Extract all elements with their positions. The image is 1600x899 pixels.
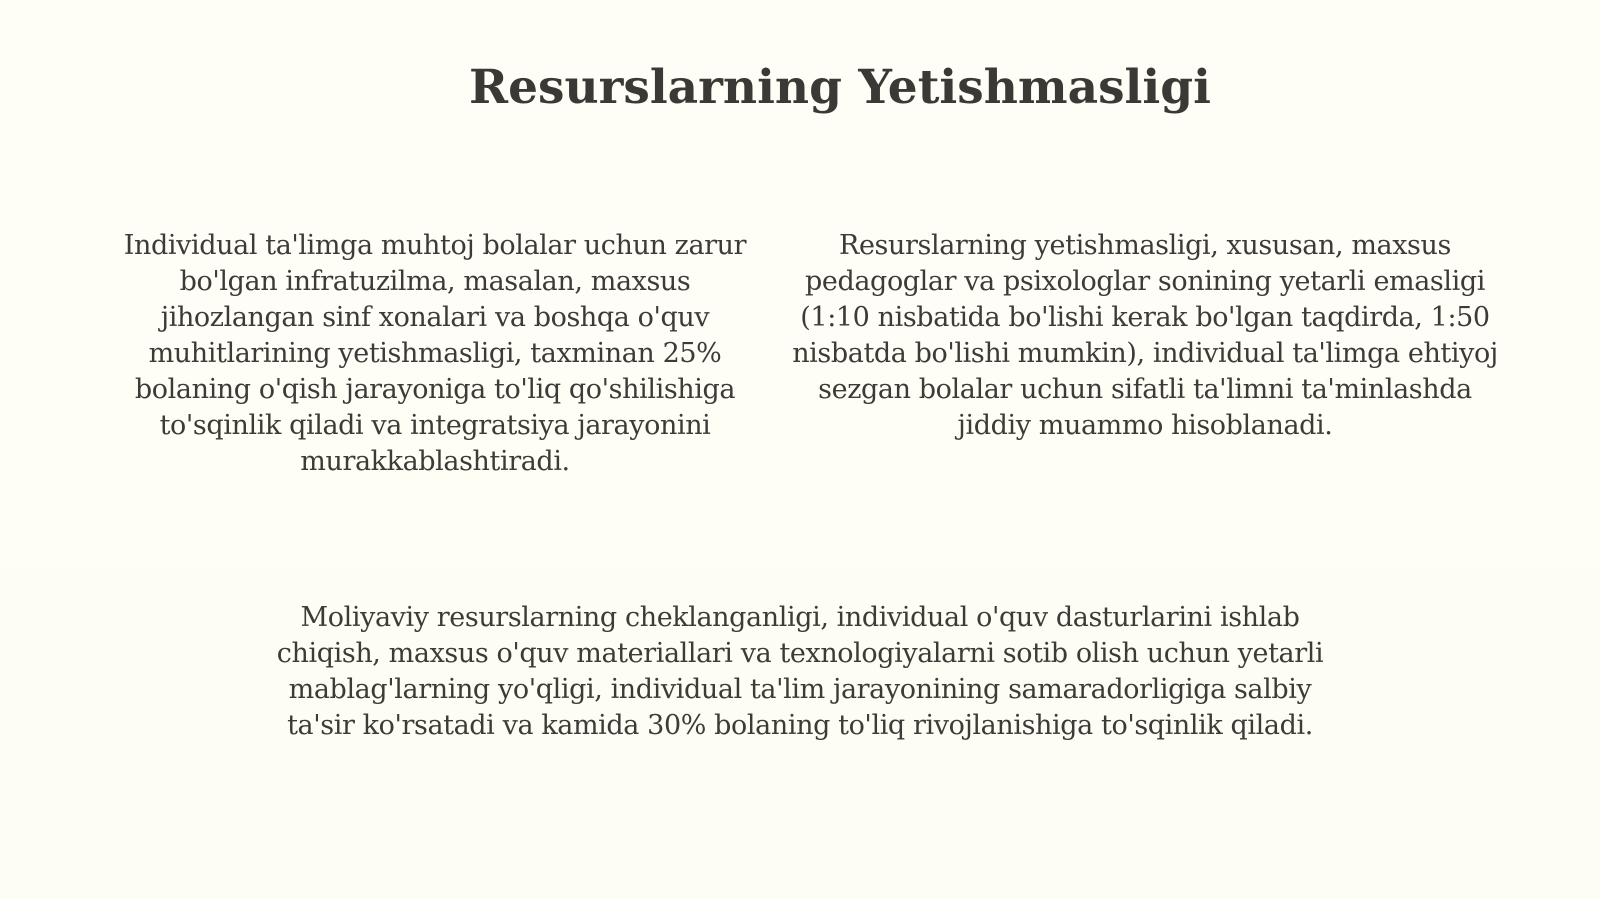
paragraph-financial-resources: Moliyaviy resurslarning cheklanganligi, individual o'quv dasturlarini ishlab chiqish, maxsus o'quv materiallari va texnologiyalarni sotib olish uchun yetarli mablag'larning yo'qligi, individual ta'lim jarayonining samaradorligiga salbiy ta'sir ko'rsatadi va kamida 30% bolaning to'liq rivojlanishiga to'sqinlik qiladi. [276,602,1324,741]
paragraph-staff-shortage: Resurslarning yetishmasligi, xususan, maxsus pedagoglar va psixologlar sonining yetarli emasligi (1:10 nisbatida bo'lishi kerak bo'lgan taqdirda, 1:50 nisbatda bo'lishi mumkin), individual ta'limga ehtiyoj sezgan bolalar uchun sifatli ta'limni ta'minlashda jiddiy muammo hisoblanadi. [792,230,1498,441]
slide-title: Resurslarning Yetishmasligi [469,60,1211,115]
paragraph-infrastructure: Individual ta'limga muhtoj bolalar uchun zarur bo'lgan infratuzilma, masalan, maxsus jihozlangan sinf xonalari va boshqa o'quv muhitlarining yetishmasligi, taxminan 25% bolaning o'qish jarayoniga to'liq qo'shilishiga to'sqinlik qiladi va integratsiya jarayonini murakkablashtiradi. [123,230,747,477]
